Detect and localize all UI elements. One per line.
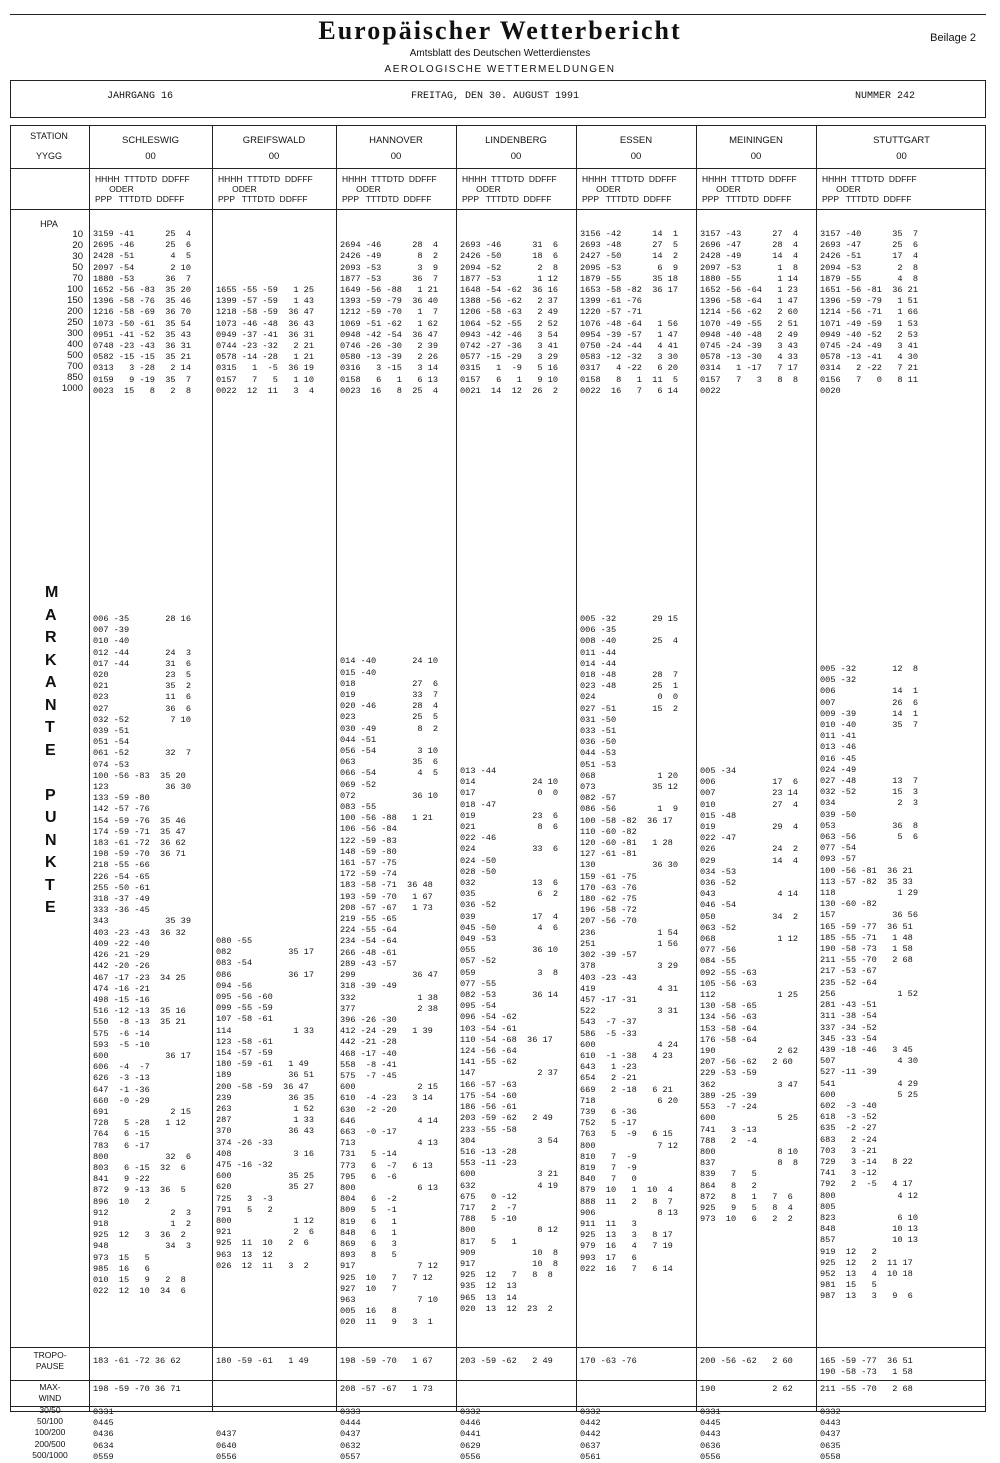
column-header-line3: PPP TTTDTD DDFFF [462, 194, 552, 204]
data-sheet [10, 125, 986, 1462]
issue-info-bar [10, 80, 986, 118]
tropopause-data: 180 -59 -61 1 49 [216, 1356, 309, 1366]
markante-punkte-data: 005 -34 006 17 6 007 23 14 010 27 4 015 -48 019 29 4 022 -47 026 24 2 029 14 4 034 -53 036 -52 043 4 14 046 -54 050 34 2 063 -52 068 1 12 077 -56 084 -55 092 -55 -63 105 -56 -63 112 1 25 130 -58 -65 134 -56 -63 153 -58 -64 176 -58 -64 190 2 62 207 -56 -62 2 60 229 -53 -59 362 3 47 389 -25 -39 553 -7 -24 600 5 25 741 3 -13 788 2 -4 800 8 10 837 8 8 839 7 5 864 8 2 872 8 1 7 6 925 9 5 8 4 973 10 6 2 2 [700, 766, 798, 1225]
column-divider [212, 126, 213, 1411]
standard-levels-data: 3156 -42 14 1 2693 -48 27 5 2427 -50 14 2 2095 -53 6 9 1879 -55 35 18 1653 -58 -82 36 17 1399 -61 -76 1220 -57 -71 1076 -48 -64 1 56 0954 -39 -57 1 47 0750 -24 -44 4 41 0583 -12 -32 3 30 0317 4 -22 6 20 0158 8 1 11 5 0022 16 7 6 14 [580, 229, 678, 396]
tropopause-rule [11, 1380, 985, 1381]
markante-punkte-data: 005 -32 12 8 005 -32 006 14 1 007 26 6 009 -39 14 1 010 -40 35 7 011 -41 013 -46 016 -45 024 -49 027 -48 13 7 032 -52 15 3 034 2 3 039 -50 053 36 8 063 -56 5 6 077 -54 093 -57 100 -56 -81 36 21 113 -57 -82 35 33 118 1 29 130 -60 -82 157 36 56 165 -59 -77 36 51 185 -55 -71 1 48 190 -58 -73 1 58 211 -55 -70 2 68 217 -53 -67 235 -52 -64 256 1 52 281 -43 -51 311 -38 -54 337 -34 -52 345 -33 -54 439 -18 -46 3 45 507 4 30 527 -11 -39 541 4 29 600 5 25 602 -3 -40 618 -3 -52 635 -2 -27 683 2 -24 703 3 -21 729 3 -14 8 22 741 3 -12 792 2 -5 4 17 800 4 12 805 823 6 10 848 10 13 857 10 13 919 12 2 925 12 2 11 17 952 13 4 10 18 981 15 5 987 13 3 9 6 [820, 664, 918, 1302]
markante-punkte-data: 080 -55 082 35 17 083 -54 086 36 17 094 -56 095 -56 -60 099 -55 -59 107 -58 -61 114 1 33 123 -58 -61 154 -57 -59 180 -59 -61 1 49 189 36 51 200 -58 -59 36 47 239 36 35 263 1 52 287 1 33 370 36 43 374 -26 -33 408 3 16 475 -16 -32 600 35 25 620 35 27 725 3 -3 791 5 2 800 1 12 921 2 6 925 11 10 2 6 963 13 12 026 12 11 3 2 [216, 936, 314, 1271]
report-section: AEROLOGISCHE WETTERMELDUNGEN [384, 64, 616, 75]
shear-labels: 30/50 50/100 100/200 200/500 500/1000 [32, 1405, 68, 1460]
tropopause-data: 183 -61 -72 36 62 [93, 1356, 181, 1366]
top-rule [10, 14, 986, 15]
maxwind-data: 190 2 62 [700, 1384, 793, 1394]
column-header-line1: HHHH TTTDTD DDFFF [218, 174, 313, 184]
report-title: Europäischer Wetterbericht [318, 16, 682, 45]
jahrgang: JAHRGANG 16 [107, 91, 174, 102]
column-divider [576, 126, 577, 1411]
shear-data: 0331 0445 0443 0636 0556 [700, 1407, 721, 1462]
standard-levels-data: 3157 -40 35 7 2693 -47 25 6 2426 -51 17 4 2094 -53 2 8 1879 -55 4 8 1651 -56 -81 36 21 1396 -59 -79 1 51 1214 -56 -71 1 66 1071 -49 -59 1 53 0949 -40 -52 2 53 0745 -24 -49 3 41 0578 -13 -41 4 30 0314 2 -22 7 21 0156 7 0 8 11 0020 [820, 229, 918, 396]
maxwind-data: 198 -59 -70 36 71 [93, 1384, 181, 1394]
station-label: STATION [30, 131, 68, 141]
shear-data: 0332 0443 0437 0635 0558 [820, 1407, 841, 1462]
shear-data: 0331 0445 0436 0634 0559 [93, 1407, 114, 1462]
column-header-line3: PPP TTTDTD DDFFF [95, 194, 185, 204]
maxwind-data: 211 -55 -70 2 68 [820, 1384, 913, 1394]
station-yygg: 00 [896, 151, 907, 162]
station-yygg: 00 [630, 151, 642, 162]
tropopause-data: 200 -56 -62 2 60 [700, 1356, 793, 1366]
station-name: GREIFSWALD [242, 135, 306, 146]
station-name: HANNOVER [369, 135, 423, 146]
column-header-line2: ODER [342, 184, 381, 194]
station-yygg: 00 [390, 151, 402, 162]
column-header-line2: ODER [218, 184, 257, 194]
tropopause-data: 203 -59 -62 2 49 [460, 1356, 553, 1366]
station-name: SCHLESWIG [121, 135, 179, 146]
station-yygg: 00 [750, 151, 762, 162]
standard-levels-data: 2693 -46 31 6 2426 -50 18 6 2094 -52 2 8 1877 -53 1 12 1648 -54 -62 36 16 1388 -56 -62 2 37 1206 -58 -63 2 49 1064 -52 -55 2 52 0943 -42 -46 3 54 0742 -27 -36 3 41 0577 -15 -29 3 29 0315 1 -9 5 16 0157 6 1 9 10 0021 14 12 26 2 [460, 240, 558, 396]
hpa-label: HPA [40, 219, 58, 229]
tropopause-label: TROPO- PAUSE [33, 1350, 67, 1371]
maxwind-label: MAX- WIND [38, 1382, 62, 1403]
station-name: STUTTGART [873, 135, 930, 146]
station-name: ESSEN [619, 135, 653, 146]
pressure-levels: 10 20 30 50 70 100 150 200 250 300 400 500 700 850 1000 [61, 229, 83, 394]
column-header-line3: PPP TTTDTD DDFFF [822, 194, 912, 204]
column-header-line2: ODER [822, 184, 861, 194]
station-yygg: 00 [510, 151, 522, 162]
column-divider [816, 126, 817, 1411]
tropopause-data: 165 -59 -77 36 51 190 -58 -73 1 58 [820, 1356, 913, 1378]
markante-punkte-data: 014 -40 24 10 015 -40 018 27 6 019 33 7 020 -46 28 4 023 25 5 030 -49 8 2 044 -51 056 -54 3 10 063 35 6 066 -54 4 5 069 -52 072 36 10 083 -55 100 -56 -88 1 21 106 -56 -84 122 -59 -83 148 -59 -80 161 -57 -75 172 -59 -74 183 -58 -71 36 48 193 -59 -70 1 67 208 -57 -67 1 73 219 -55 -65 224 -55 -64 234 -54 -64 266 -48 -61 289 -43 -57 299 36 47 318 -39 -49 332 1 38 377 2 38 396 -26 -30 412 -24 -29 1 39 442 -21 -28 468 -17 -40 558 -8 -41 575 -7 -45 600 2 15 610 -4 -23 3 14 630 -2 -20 646 4 14 663 -0 -17 713 4 13 731 5 -14 773 6 -7 6 13 795 6 -6 800 6 13 804 6 -2 809 5 -1 819 6 1 848 6 1 869 6 3 893 8 5 917 7 12 925 10 7 7 12 927 10 7 963 7 10 005 16 8 020 11 9 3 1 [340, 656, 438, 1328]
column-header-line2: ODER [582, 184, 621, 194]
station-yygg: 00 [145, 151, 156, 162]
column-header-line3: PPP TTTDTD DDFFF [218, 194, 308, 204]
beilage-label: Beilage 2 [930, 32, 976, 44]
yygg-label: YYGG [35, 151, 62, 161]
column-header-line3: PPP TTTDTD DDFFF [582, 194, 672, 204]
column-header-line1: HHHH TTTDTD DDFFF [95, 174, 190, 184]
column-header-line1: HHHH TTTDTD DDFFF [822, 174, 917, 184]
report-subtitle: Amtsblatt des Deutschen Wetterdienstes [409, 48, 591, 59]
shear-data: 0332 0446 0441 0629 0556 [460, 1407, 481, 1462]
column-divider [456, 126, 457, 1411]
markante-punkte-data: 013 -44 014 24 10 017 0 0 018 -47 019 23 6 021 8 6 022 -46 024 33 6 024 -50 028 -50 032 13 6 035 6 2 036 -52 039 17 4 045 -50 4 6 049 -53 055 36 10 057 -52 059 3 8 077 -55 082 -53 36 14 095 -54 096 -54 -62 103 -54 -61 110 -54 -68 36 17 124 -56 -64 141 -55 -62 147 2 37 166 -57 -63 175 -54 -60 186 -56 -61 203 -59 -62 2 49 233 -55 -58 304 3 54 516 -13 -28 553 -11 -23 600 3 21 632 4 19 675 0 -12 717 2 -7 788 5 -10 800 8 12 817 5 1 909 10 8 917 10 8 925 12 7 8 8 935 12 13 965 13 14 020 13 12 23 2 [460, 766, 558, 1314]
column-header-line1: HHHH TTTDTD DDFFF [342, 174, 437, 184]
column-divider [89, 126, 90, 1411]
column-header-line2: ODER [702, 184, 741, 194]
shear-data: 0333 0444 0437 0632 0557 [340, 1407, 361, 1462]
standard-levels-data: 1655 -55 -59 1 25 1399 -57 -59 1 43 1218 -58 -59 36 47 1073 -46 -48 36 43 0949 -37 -41 36 31 0744 -23 -32 2 21 0578 -14 -28 1 21 0315 1 -5 36 19 0157 7 5 1 10 0022 12 11 3 4 [216, 285, 314, 396]
standard-levels-data: 2694 -46 28 4 2426 -49 8 2 2093 -53 3 9 1877 -53 36 7 1649 -56 -88 1 21 1393 -59 -79 36 40 1212 -59 -70 1 7 1069 -51 -62 1 62 0948 -42 -54 36 47 0746 -26 -30 2 39 0580 -13 -39 2 26 0316 3 -15 3 14 0158 6 1 6 13 0023 16 8 25 4 [340, 240, 438, 396]
issue-date: FREITAG, DEN 30. AUGUST 1991 [411, 91, 580, 102]
column-header-line3: PPP TTTDTD DDFFF [702, 194, 792, 204]
station-name: MEININGEN [729, 135, 783, 146]
shear-data: 0332 0442 0442 0637 0561 [580, 1407, 601, 1462]
maxwind-data: 208 -57 -67 1 73 [340, 1384, 433, 1394]
issue-number: NUMMER 242 [854, 91, 915, 102]
tropopause-data: 198 -59 -70 1 67 [340, 1356, 433, 1366]
station-yygg: 00 [268, 151, 280, 162]
column-header-line1: HHHH TTTDTD DDFFF [462, 174, 557, 184]
markante-punkte-label: M A R K A N T E P U N K T E [45, 584, 59, 916]
column-header-line3: PPP TTTDTD DDFFF [342, 194, 432, 204]
header-rule [11, 168, 985, 169]
markante-punkte-data: 005 -32 29 15 006 -35 008 -40 25 4 011 -44 014 -44 018 -48 28 7 023 -48 25 1 024 0 0 027 -51 15 2 031 -50 033 -51 036 -50 044 -53 051 -53 068 1 20 073 35 12 082 -57 086 -56 1 9 100 -58 -82 36 17 110 -60 -82 120 -60 -81 1 28 127 -61 -81 130 36 30 159 -61 -75 170 -63 -76 180 -62 -75 196 -58 -72 207 -56 -70 236 1 54 251 1 56 302 -39 -57 378 3 29 403 -23 -43 419 4 31 457 -17 -31 522 3 31 543 -7 -37 586 -5 -33 600 4 24 610 -1 -38 4 23 643 1 -23 654 2 -21 669 2 -18 6 21 718 6 20 739 6 -36 752 5 -17 763 5 -9 6 15 800 7 12 810 7 -9 819 7 -9 840 7 0 879 10 1 10 4 888 11 2 8 7 906 8 13 911 11 3 925 13 3 8 17 979 16 4 7 19 993 17 6 022 16 7 6 14 [580, 614, 678, 1274]
column-header-line2: ODER [462, 184, 501, 194]
column-header-line2: ODER [95, 184, 134, 194]
station-name: LINDENBERG [485, 135, 547, 146]
standard-levels-data: 3157 -43 27 4 2696 -47 28 4 2428 -49 14 4 2097 -53 1 8 1880 -55 1 14 1652 -56 -64 1 23 1396 -58 -64 1 47 1214 -56 -62 2 60 1070 -49 -55 2 51 0948 -40 -48 2 49 0745 -24 -39 3 43 0578 -13 -30 4 33 0314 1 -17 7 17 0157 7 3 8 8 0022 [700, 229, 798, 396]
tropopause-top-rule [11, 1347, 985, 1348]
standard-levels-data: 3159 -41 25 4 2695 -46 25 6 2428 -51 4 5 2097 -54 2 10 1880 -53 36 7 1652 -56 -83 35 20 1396 -58 -76 35 46 1216 -58 -69 36 70 1073 -50 -61 35 54 0951 -41 -52 35 43 0748 -23 -43 36 31 0582 -15 -15 35 21 0313 3 -28 2 14 0159 9 -19 35 7 0023 15 8 2 8 [93, 229, 191, 396]
column-divider [696, 126, 697, 1411]
column-header-line1: HHHH TTTDTD DDFFF [702, 174, 797, 184]
tropopause-data: 170 -63 -76 [580, 1356, 637, 1366]
header-rule [11, 209, 985, 210]
shear-data: 0437 0640 0556 [216, 1429, 237, 1462]
column-header-line1: HHHH TTTDTD DDFFF [582, 174, 677, 184]
column-divider [336, 126, 337, 1411]
markante-punkte-data: 006 -35 28 16 007 -39 010 -40 012 -44 24 3 017 -44 31 6 020 23 5 021 35 2 023 11 6 027 36 6 032 -52 7 10 039 -51 051 -54 061 -52 32 7 074 -53 100 -56 -83 35 20 123 36 30 133 -59 -80 142 -57 -76 154 -59 -76 35 46 174 -59 -71 35 47 183 -61 -72 36 62 198 -59 -70 36 71 218 -55 -66 226 -54 -65 255 -50 -61 318 -37 -49 333 -36 -45 343 35 39 403 -23 -43 36 32 409 -22 -40 426 -21 -29 442 -20 -26 467 -17 -23 34 25 474 -16 -21 498 -15 -16 516 -12 -13 35 16 550 -8 -13 35 21 575 -6 -14 593 -5 -10 600 36 17 606 -4 -7 626 -3 -13 647 -1 -36 660 -0 -29 691 2 15 728 5 -28 1 12 764 6 -15 783 6 -17 800 32 6 803 6 -15 32 6 841 9 -22 872 9 -13 36 5 896 10 2 912 2 3 918 1 2 925 12 3 36 2 948 34 3 973 15 5 985 16 6 010 15 9 2 8 022 12 10 34 6 [93, 614, 191, 1297]
